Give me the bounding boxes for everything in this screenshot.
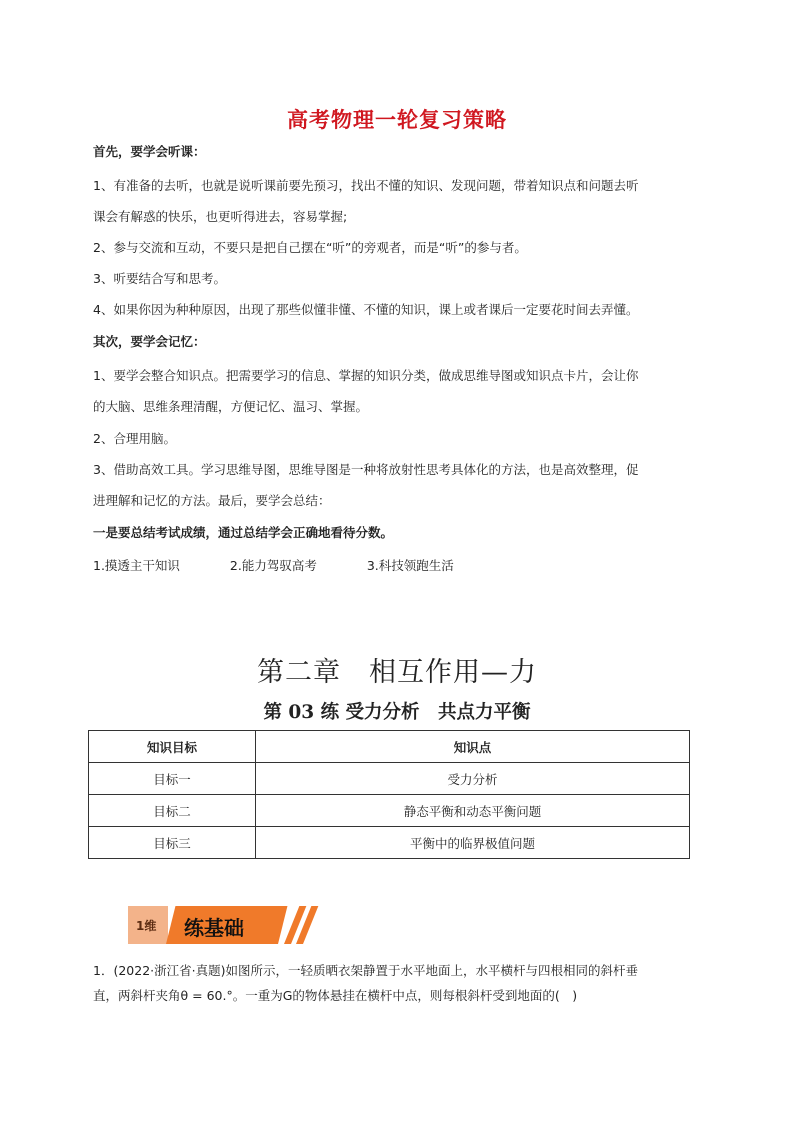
table-row (89, 827, 690, 859)
banner-label: 练基础 (184, 916, 244, 940)
strategy-item: 1.摸透主干知识 (93, 558, 180, 573)
banner-tab-label: 1维 (136, 919, 157, 933)
paragraph-line: 2、参与交流和互动，不要只是把自己摆在“听”的旁观者，而是“听”的参与者。 (93, 240, 527, 255)
table-row (89, 795, 690, 827)
page-title: 高考物理一轮复习策略 (287, 108, 507, 132)
table-cell: 静态平衡和动态平衡问题 (256, 795, 690, 827)
table-row (89, 763, 690, 795)
table-cell: 受力分析 (256, 763, 690, 795)
section-heading-memory: 其次，要学会记忆： (93, 334, 206, 349)
question-1 (93, 958, 705, 1008)
paragraph-line: 课会有解惑的快乐，也更听得进去，容易掌握; (93, 209, 348, 224)
table-cell: 平衡中的临界极值问题 (256, 827, 690, 859)
section-heading-listening: 首先，要学会听课： (93, 144, 206, 159)
question-line: 1．(2022·浙江省·真题)如图所示，一轻质晒衣架静置于水平地面上，水平横杆与四根相同的斜杆垂 (93, 963, 638, 978)
paragraph-line: 进理解和记忆的方法。最后，要学会总结： (93, 493, 331, 508)
strategy-item: 2.能力驾驭高考 (229, 558, 317, 573)
summary-line: 一是要总结考试成绩，通过总结学会正确地看待分数。 (93, 525, 394, 540)
section-banner (128, 906, 308, 944)
banner-tab (128, 906, 168, 944)
paragraph-line: 3、借助高效工具。学习思维导图，思维导图是一种将放射性思考具体化的方法，也是高效整理，促 (93, 462, 639, 477)
strategy-list (93, 556, 500, 574)
chapter-title: 第二章 相互作用—力 (257, 657, 537, 688)
table-cell: 目标三 (89, 827, 256, 859)
table-header-cell: 知识目标 (89, 731, 256, 763)
paragraph-line: 1、要学会整合知识点。把需要学习的信息、掌握的知识分类，做成思维导图或知识点卡片，会让你 (93, 368, 639, 383)
table-header-row (89, 731, 690, 763)
paragraph-line: 的大脑、思维条理清醒，方便记忆、温习、掌握。 (93, 399, 369, 414)
paragraph-line: 4、如果你因为种种原因，出现了那些似懂非懂、不懂的知识，课上或者课后一定要花时间去弄懂。 (93, 302, 639, 317)
paragraph-line: 3、听要结合写和思考。 (93, 271, 226, 286)
lesson-title: 第 03 练 受力分析 共点力平衡 (263, 702, 531, 723)
paragraph-line: 1、有准备的去听，也就是说听课前要先预习，找出不懂的知识、发现问题，带着知识点和问题去听 (93, 178, 639, 193)
question-line: 直，两斜杆夹角θ = 60.°。一重为G的物体悬挂在横杆中点，则每根斜杆受到地面的( ) (93, 988, 578, 1003)
table-header-cell: 知识点 (256, 731, 690, 763)
paragraph-line: 2、合理用脑。 (93, 431, 176, 446)
strategy-item: 3.科技领跑生活 (366, 558, 454, 573)
table-cell: 目标一 (89, 763, 256, 795)
table-cell: 目标二 (89, 795, 256, 827)
knowledge-table (88, 730, 690, 859)
